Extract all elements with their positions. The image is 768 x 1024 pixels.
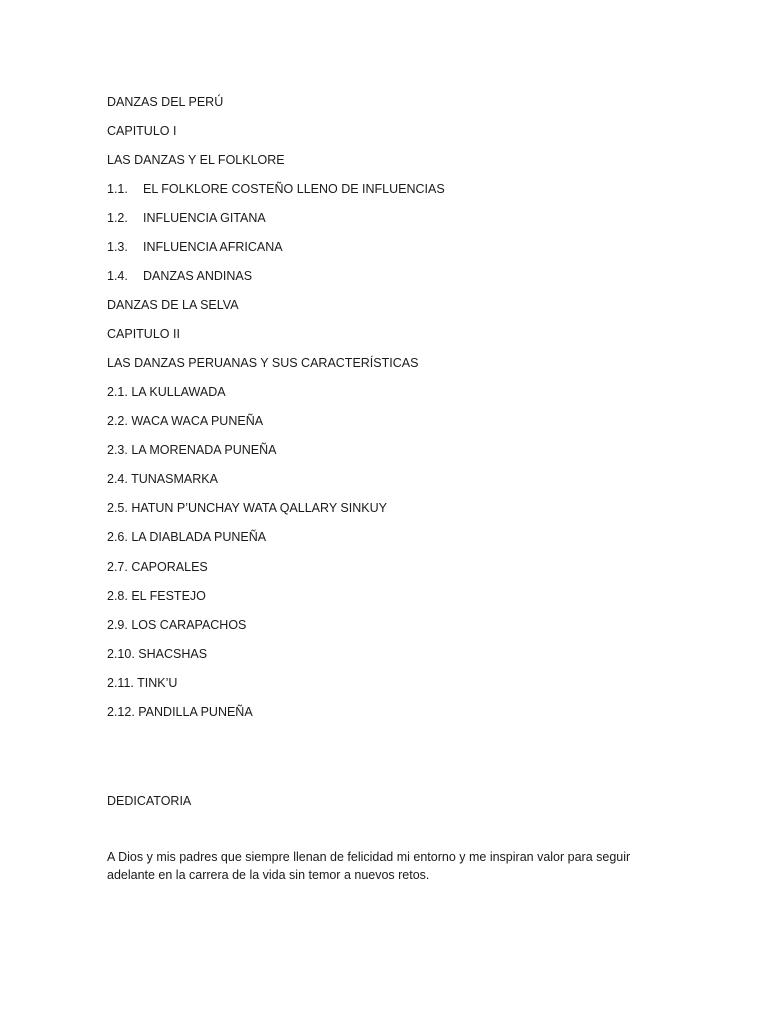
toc-item xyxy=(107,181,445,197)
chapter-2-label: CAPITULO II xyxy=(107,327,180,341)
dedication-text: A Dios y mis padres que siempre llenan de felicidad mi entorno y me inspiran valor para seguir adelante en la carrera de la vida sin temor a nuevos retos. xyxy=(107,850,631,882)
toc-item: 2.9. LOS CARAPACHOS xyxy=(107,618,247,632)
toc-item: 2.2. WACA WACA PUNEÑA xyxy=(107,414,264,428)
toc-item: 2.1. LA KULLAWADA xyxy=(107,385,226,399)
toc-item-number: 1.3. xyxy=(107,240,128,254)
toc-item: 2.7. CAPORALES xyxy=(107,560,208,574)
chapter-2-heading: LAS DANZAS PERUANAS Y SUS CARACTERÍSTICAS xyxy=(107,356,419,370)
toc-item: 2.5. HATUN P’UNCHAY WATA QALLARY SINKUY xyxy=(107,501,387,515)
toc-item: 2.3. LA MORENADA PUNEÑA xyxy=(107,443,277,457)
toc-item-number: 1.2. xyxy=(107,211,128,225)
chapter-1-heading: LAS DANZAS Y EL FOLKLORE xyxy=(107,153,285,167)
toc-item-text: INFLUENCIA AFRICANA xyxy=(143,240,283,254)
toc-item-text: EL FOLKLORE COSTEÑO LLENO DE INFLUENCIAS xyxy=(143,182,445,196)
toc-item-number: 1.1. xyxy=(107,182,128,196)
toc-item: 2.10. SHACSHAS xyxy=(107,647,208,661)
toc-item-text: INFLUENCIA GITANA xyxy=(143,211,266,225)
toc-item: 2.11. TINK’U xyxy=(107,676,178,690)
toc-item xyxy=(107,210,266,226)
toc-item-number: 1.4. xyxy=(107,269,128,283)
toc-item: 2.6. LA DIABLADA PUNEÑA xyxy=(107,530,267,544)
toc-section: DANZAS DE LA SELVA xyxy=(107,298,239,312)
chapter-1-label: CAPITULO I xyxy=(107,124,177,138)
toc-item xyxy=(107,268,252,284)
document-title: DANZAS DEL PERÚ xyxy=(107,95,224,109)
toc-item: 2.8. EL FESTEJO xyxy=(107,589,206,603)
dedication-heading: DEDICATORIA xyxy=(107,794,192,808)
toc-item-text: DANZAS ANDINAS xyxy=(143,269,253,283)
toc-item xyxy=(107,239,283,255)
toc-item: 2.4. TUNASMARKA xyxy=(107,472,218,486)
toc-item: 2.12. PANDILLA PUNEÑA xyxy=(107,705,253,719)
